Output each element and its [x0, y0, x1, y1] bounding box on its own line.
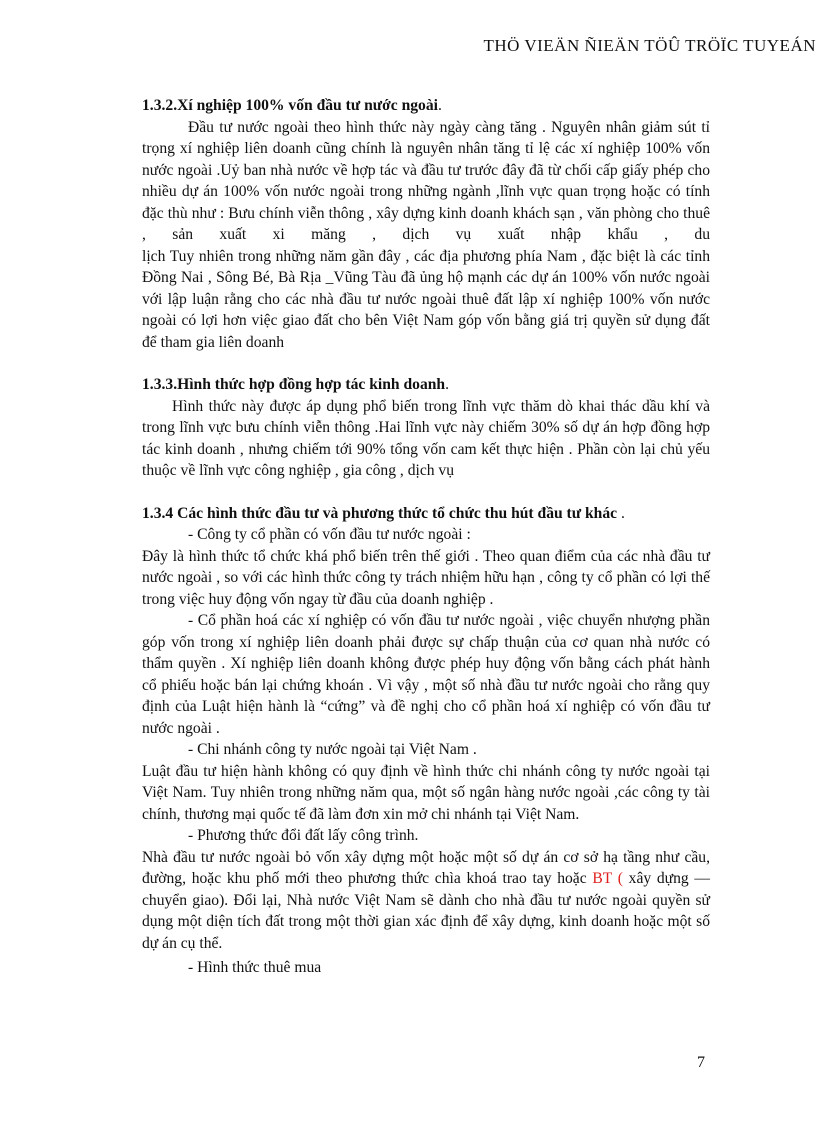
highlight-text: ( [617, 870, 629, 887]
bullet-title: - Phương thức đổi đất lấy công trình. [188, 827, 419, 844]
bullet-title: - Công ty cổ phần có vốn đầu tư nước ngoài : [188, 526, 471, 543]
section-heading-1-3-2: 1.3.2.Xí nghiệp 100% vốn đầu tư nước ngoài. [142, 97, 442, 114]
paragraph: Đầu tư nước ngoài theo hình thức này ngày càng tăng . Nguyên nhân giảm sút tỉ trọng xí nghiệp liên doanh cũng chính là nguyên nhân tăng tỉ lệ các xí nghiệp 100% vốn nước ngoài .Uỷ ban nhà nước về hợp tác và đầu tư trước đây đã từ chối cấp giấy phép cho nhiều dự án 100% vốn nước ngoài trong những ngành ,lĩnh vực quan trọng hoặc có tính đặc thù như : Bưu chính viễn thông , xây dựng kinh doanh khách sạn , văn phòng cho thuê , sản xuất xi măng , dịch vụ xuất nhập khẩu , du [142, 118, 710, 243]
paragraph: - Cổ phần hoá các xí nghiệp có vốn đầu tư nước ngoài , việc chuyển nhượng phần góp vốn trong xí nghiệp liên doanh phải được sự chấp thuận của cơ quan nhà nước có thẩm quyền . Xí nghiệp liên doanh không được phép huy động vốn bằng cách phát hành cổ phiếu hoặc bán lại chứng khoán . Vì vậy , một số nhà đầu tư nước ngoài cho rằng quy định của Luật hiện hành là “cứng” và đề nghị cho cổ phần hoá xí nghiệp có vốn đầu tư nước ngoài . [142, 612, 710, 737]
section-heading-1-3-3: 1.3.3.Hình thức hợp đồng hợp tác kinh doanh. [142, 376, 450, 393]
page-header [396, 36, 816, 56]
bullet-title: - Chi nhánh công ty nước ngoài tại Việt Nam . [188, 741, 477, 758]
bullet-title: - Hình thức thuê mua [188, 959, 322, 976]
page-number: 7 [697, 1054, 705, 1071]
paragraph: Luật đầu tư hiện hành không có quy định về hình thức chi nhánh công ty nước ngoài tại Việt Nam. Tuy nhiên trong những năm qua, một số ngân hàng nước ngoài ,các công ty tài chính, thương mại quốc tế đã làm đơn xin mở chi nhánh tại Việt Nam. [142, 762, 710, 823]
header-title: THÖ VIEÄN ÑIEÄN TÖÛ TRÖÏC TUYEÁN [483, 36, 816, 55]
paragraph: lịch Tuy nhiên trong những năm gần đây , các địa phương phía Nam , đặc biệt là các tỉnh Đồng Nai , Sông Bé, Bà Rịa _Vũng Tàu đã ủng hộ mạnh các dự án 100% vốn nước ngoài với lập luận rằng cho các nhà đầu tư nước ngoài thuê đất lập xí nghiệp 100% vốn nước ngoài có lợi hơn việc giao đất cho bên Việt Nam góp vốn bằng giá trị quyền sử dụng đất để tham gia liên doanh [142, 247, 710, 351]
document-body [142, 95, 710, 979]
paragraph: Nhà đầu tư nước ngoài bỏ vốn xây dựng một hoặc một số dự án cơ sở hạ tầng như cầu, đường, hoặc khu phố mới theo phương thức chìa khoá trao tay hoặc BT ( xây dựng — chuyển giao). Đổi lại, Nhà nước Việt Nam sẽ dành cho nhà đầu tư nước ngoài quyền sử dụng một diện tích đất trong một thời gian xác định để xây dựng, kinh doanh hoặc một số dự án cụ thể. [142, 848, 711, 952]
paragraph: Đây là hình thức tổ chức khá phổ biến trên thế giới . Theo quan điểm của các nhà đầu tư nước ngoài , so với các hình thức công ty trách nhiệm hữu hạn , công ty cổ phần có lợi thế trong việc huy động vốn ngay từ đầu của doanh nghiệp . [142, 547, 710, 608]
paragraph: Hình thức này được áp dụng phổ biến trong lĩnh vực thăm dò khai thác dầu khí và trong lĩnh vực bưu chính viễn thông .Hai lĩnh vực này chiếm 30% số dự án hợp đồng hợp tác kinh doanh , nhưng chiếm tới 90% tổng vốn cam kết thực hiện . Phần còn lại chủ yếu thuộc về lĩnh vực công nghiệp , gia công , dịch vụ [142, 397, 710, 479]
highlight-text: BT [592, 870, 613, 887]
section-heading-1-3-4: 1.3.4 Các hình thức đầu tư và phương thức tổ chức thu hút đầu tư khác . [142, 504, 625, 522]
